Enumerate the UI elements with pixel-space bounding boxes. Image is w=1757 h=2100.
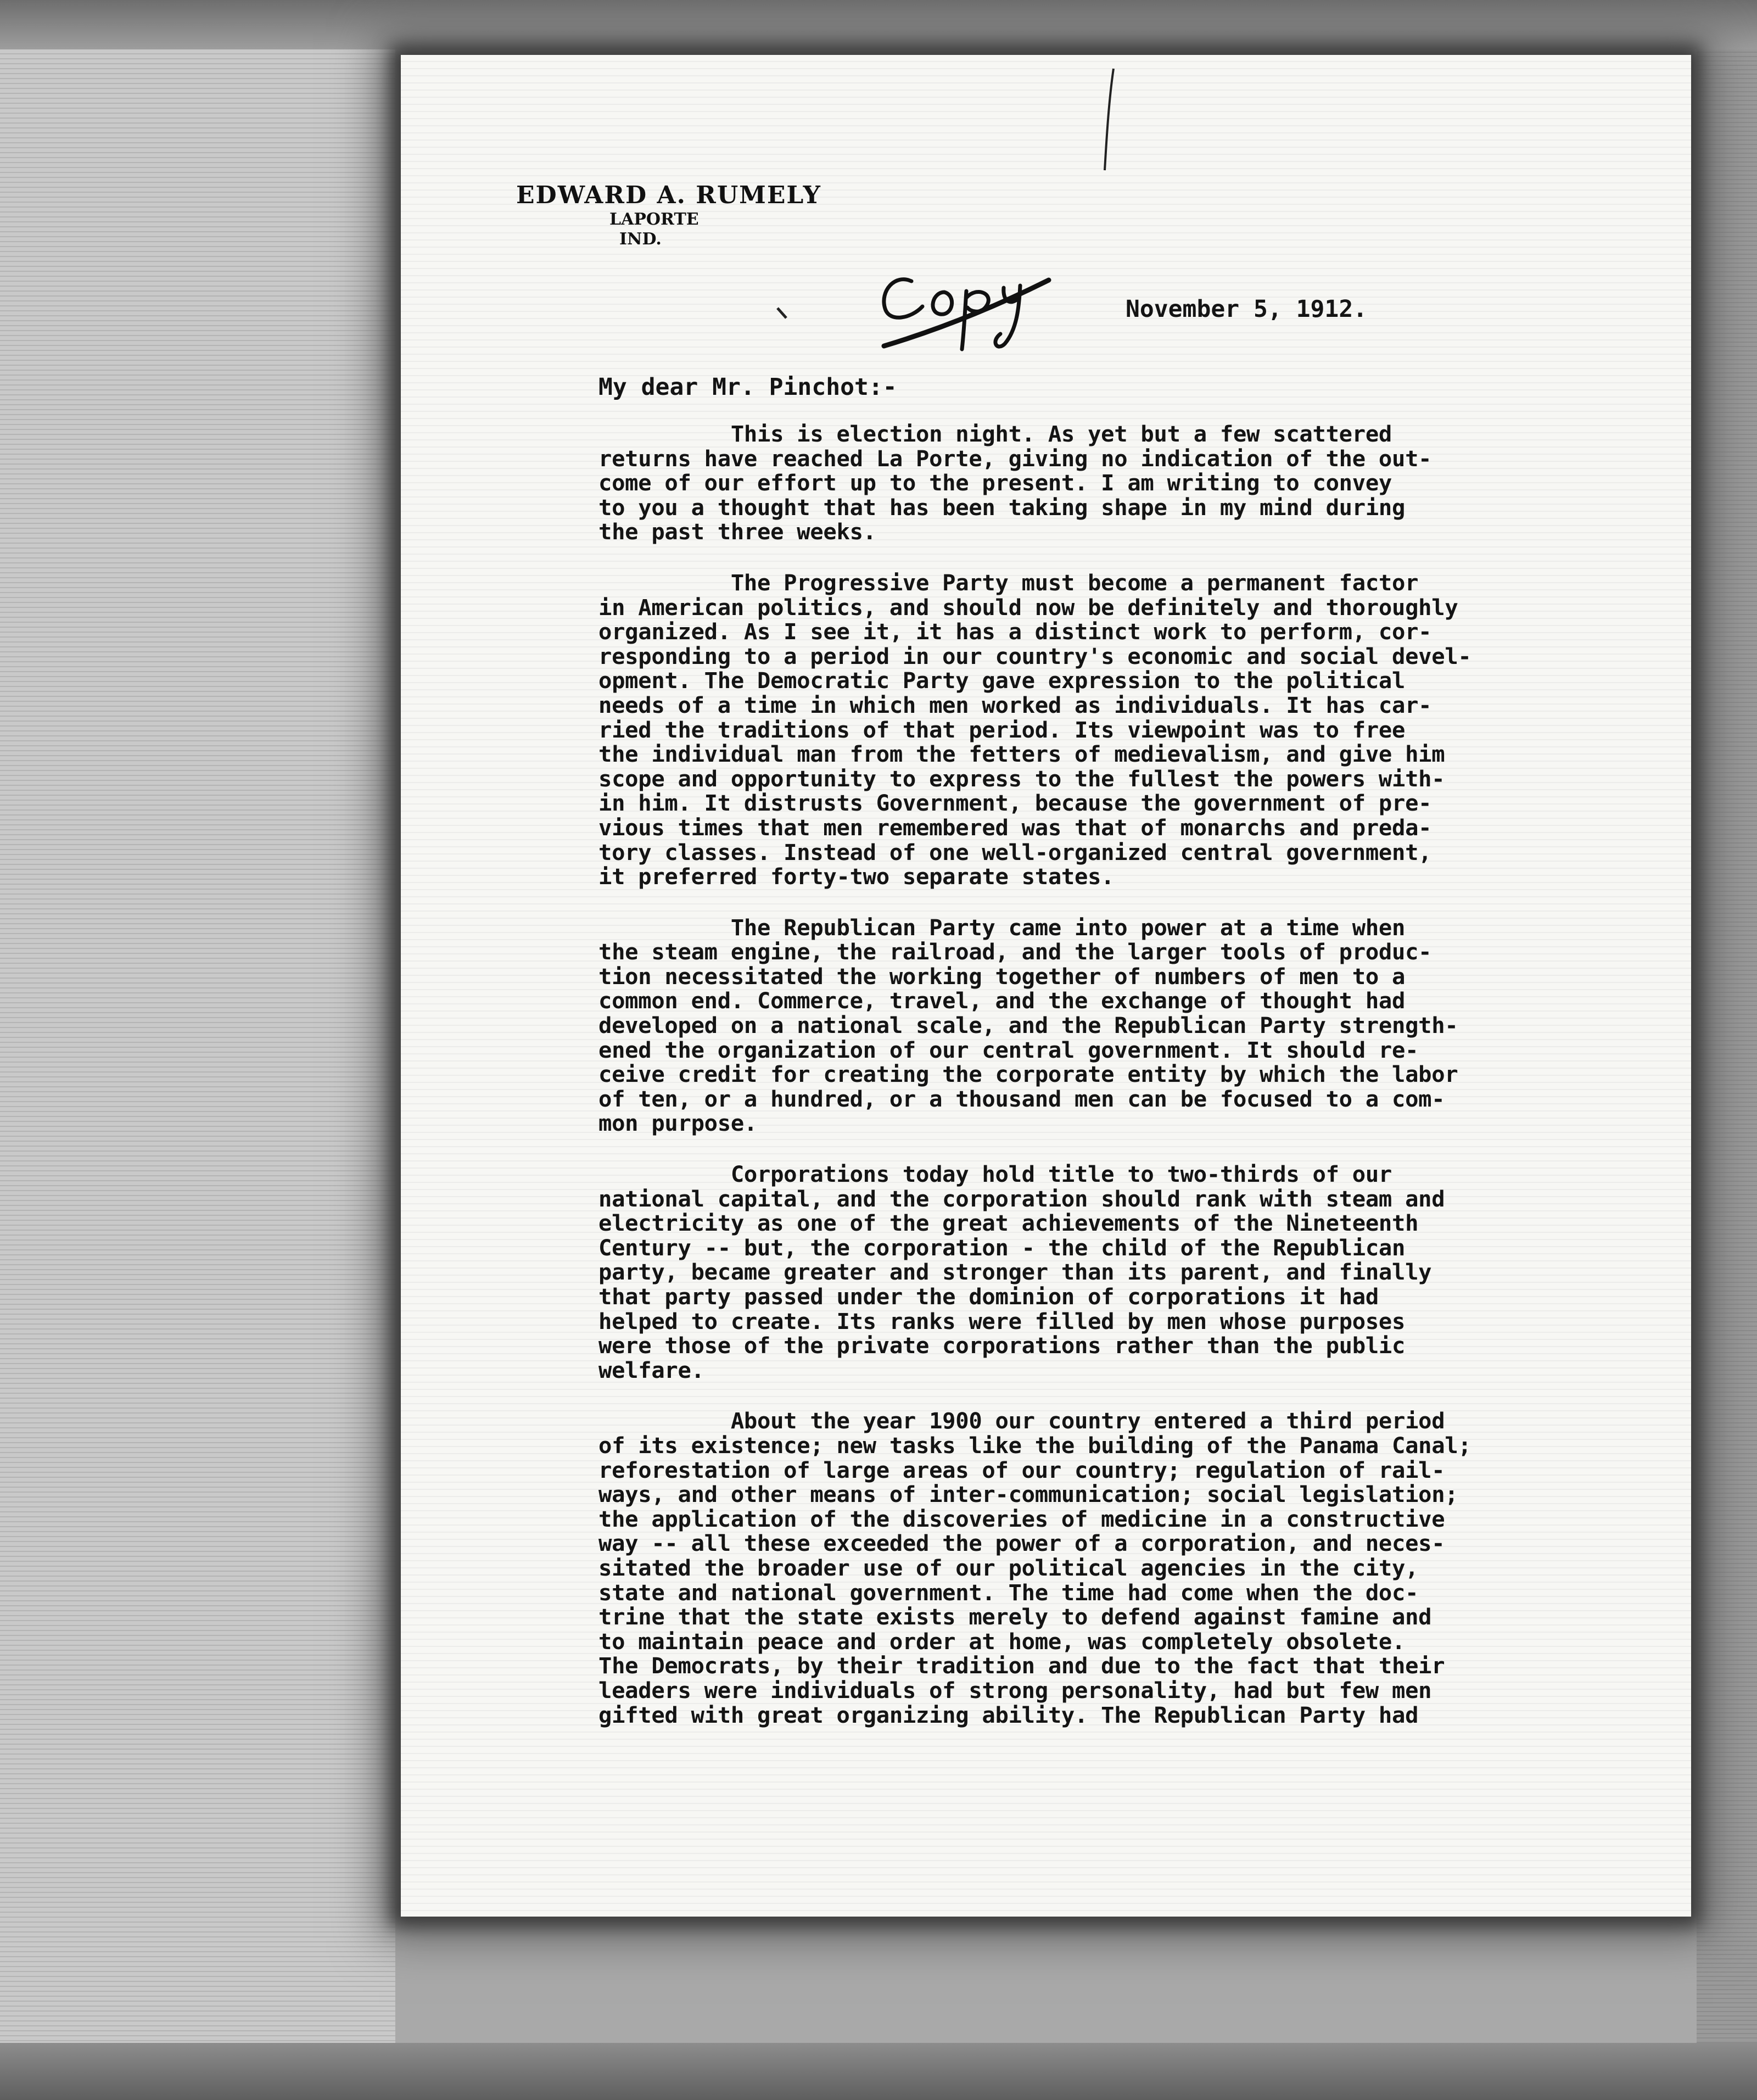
text-line: national capital, and the corporation should rank with steam and bbox=[598, 1185, 1445, 1212]
text-line: it preferred forty-two separate states. bbox=[598, 863, 1115, 890]
text-line: ened the organization of our central government. It should re- bbox=[598, 1036, 1419, 1063]
text-line: the application of the discoveries of medicine in a constructive bbox=[598, 1505, 1445, 1532]
text-line: common end. Commerce, travel, and the exchange of thought had bbox=[598, 987, 1406, 1014]
text-line: the past three weeks. bbox=[598, 518, 876, 545]
text-line: The Progressive Party must become a permanent factor bbox=[598, 569, 1419, 596]
paragraph-3 bbox=[598, 915, 1675, 1136]
stray-ink-mark bbox=[774, 305, 791, 321]
letter-date: November 5, 1912. bbox=[1126, 295, 1368, 323]
text-line: state and national government. The time had come when the doc- bbox=[598, 1579, 1419, 1606]
letterhead bbox=[516, 181, 900, 249]
scan-background-top bbox=[0, 0, 1757, 49]
letterhead-city: LAPORTE bbox=[609, 210, 699, 229]
text-line: opment. The Democratic Party gave expression to the political bbox=[598, 667, 1406, 694]
paragraph-5 bbox=[598, 1409, 1675, 1727]
text-line: developed on a national scale, and the Republican Party strength- bbox=[598, 1012, 1458, 1039]
text-line: of ten, or a hundred, or a thousand men can be focused to a com- bbox=[598, 1085, 1445, 1112]
text-line: sitated the broader use of our political agencies in the city, bbox=[598, 1554, 1419, 1581]
text-line: ways, and other means of inter-communication; social legislation; bbox=[598, 1481, 1458, 1508]
paragraph-4 bbox=[598, 1162, 1675, 1382]
text-line: ceive credit for creating the corporate entity by which the labor bbox=[598, 1061, 1458, 1088]
text-line: to you a thought that has been taking shape in my mind during bbox=[598, 494, 1406, 521]
letter-body bbox=[598, 422, 1675, 1753]
text-line: The Democrats, by their tradition and due to the fact that their bbox=[598, 1652, 1445, 1679]
text-line: in him. It distrusts Government, because the government of pre- bbox=[598, 790, 1432, 817]
text-line: returns have reached La Porte, giving no indication of the out- bbox=[598, 445, 1432, 472]
text-line: electricity as one of the great achievements of the Nineteenth bbox=[598, 1210, 1419, 1237]
text-line: The Republican Party came into power at a time when bbox=[598, 914, 1406, 941]
text-line: Century -- but, the corporation - the child of the Republican bbox=[598, 1234, 1406, 1261]
text-line: organized. As I see it, it has a distinct work to perform, cor- bbox=[598, 618, 1432, 645]
paragraph-1 bbox=[598, 422, 1675, 544]
pen-stroke-mark bbox=[1098, 66, 1120, 176]
salutation: My dear Mr. Pinchot:- bbox=[598, 373, 897, 401]
text-line: leaders were individuals of strong personality, had but few men bbox=[598, 1677, 1432, 1704]
text-line: way -- all these exceeded the power of a corporation, and neces- bbox=[598, 1530, 1445, 1557]
text-line: Corporations today hold title to two-thirds of our bbox=[598, 1161, 1392, 1188]
text-line: in American politics, and should now be definitely and thoroughly bbox=[598, 594, 1458, 621]
text-line: tion necessitated the working together of numbers of men to a bbox=[598, 963, 1406, 990]
text-line: trine that the state exists merely to defend against famine and bbox=[598, 1604, 1432, 1630]
paragraph-2 bbox=[598, 571, 1675, 889]
text-line: About the year 1900 our country entered a third period bbox=[598, 1408, 1445, 1434]
text-line: the steam engine, the railroad, and the larger tools of produc- bbox=[598, 939, 1432, 965]
text-line: were those of the private corporations rather than the public bbox=[598, 1332, 1406, 1359]
text-line: party, became greater and stronger than its parent, and finally bbox=[598, 1259, 1432, 1286]
text-line: reforestation of large areas of our country; regulation of rail- bbox=[598, 1456, 1445, 1483]
text-line: responding to a period in our country's economic and social devel- bbox=[598, 643, 1471, 669]
text-line: tory classes. Instead of one well-organized central government, bbox=[598, 839, 1432, 865]
text-line: ried the traditions of that period. Its viewpoint was to free bbox=[598, 716, 1406, 743]
scan-background-left bbox=[0, 0, 395, 2100]
text-line: helped to create. Its ranks were filled by men whose purposes bbox=[598, 1308, 1406, 1334]
text-line: to maintain peace and order at home, was completely obsolete. bbox=[598, 1628, 1406, 1655]
text-line: that party passed under the dominion of corporations it had bbox=[598, 1283, 1379, 1310]
text-line: welfare. bbox=[598, 1356, 704, 1383]
text-line: of its existence; new tasks like the building of the Panama Canal; bbox=[598, 1432, 1471, 1459]
text-line: gifted with great organizing ability. The Republican Party had bbox=[598, 1701, 1419, 1728]
text-line: This is election night. As yet but a few scattered bbox=[598, 421, 1392, 447]
scan-background-bottom bbox=[0, 2043, 1757, 2100]
text-line: vious times that men remembered was that of monarchs and preda- bbox=[598, 814, 1432, 841]
scan-background-right bbox=[1697, 0, 1757, 2100]
text-line: mon purpose. bbox=[598, 1110, 757, 1137]
text-line: the individual man from the fetters of medievalism, and give him bbox=[598, 741, 1445, 768]
text-line: come of our effort up to the present. I am writing to convey bbox=[598, 470, 1392, 496]
handwritten-copy-annotation bbox=[873, 247, 1060, 357]
text-line: needs of a time in which men worked as individuals. It has car- bbox=[598, 691, 1432, 718]
letterhead-state: IND. bbox=[619, 230, 662, 249]
text-line: scope and opportunity to express to the fullest the powers with- bbox=[598, 765, 1445, 792]
letterhead-name: EDWARD A. RUMELY bbox=[516, 181, 821, 209]
letter-page bbox=[401, 55, 1691, 1917]
